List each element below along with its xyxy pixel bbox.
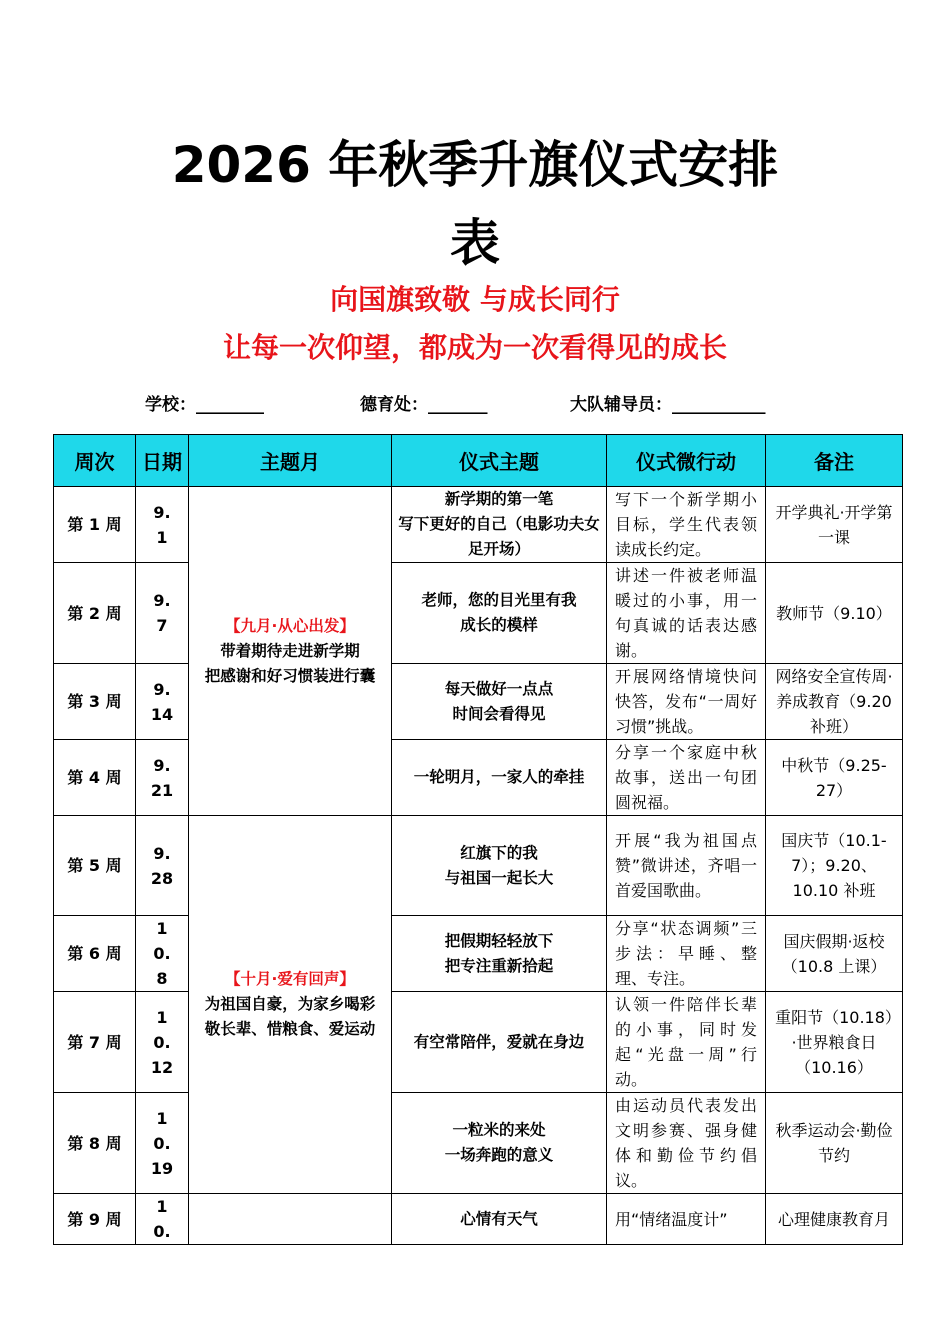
date-cell: 10.12 [136, 992, 189, 1093]
week-cell: 第 4 周 [54, 740, 136, 816]
header-ceremony-theme: 仪式主题 [392, 435, 607, 487]
month-line: 带着期待走进新学期 [220, 641, 360, 660]
action-cell: 分享一个家庭中秋故事，送出一句团圆祝福。 [607, 740, 766, 816]
header-notes: 备注 [766, 435, 903, 487]
week-cell: 第 8 周 [54, 1093, 136, 1194]
schedule-table [53, 434, 903, 1245]
note-cell: 开学典礼·开学第一课 [766, 487, 903, 563]
table-row [54, 1093, 903, 1194]
action-cell: 用“情绪温度计” [607, 1194, 766, 1245]
month-line: 为祖国自豪，为家乡喝彩 [204, 995, 376, 1013]
week-cell: 第 1 周 [54, 487, 136, 563]
subtitle-slogan: 向国旗致敬 与成长同行 [330, 283, 620, 316]
month-title: 【十月·爱有回声】 [225, 970, 355, 988]
action-cell: 分享“状态调频”三步法：早睡、整理、专注。 [607, 916, 766, 992]
action-cell: 开展网络情境快问快答，发布“一周好习惯”挑战。 [607, 664, 766, 740]
date-cell: 10. [136, 1194, 189, 1245]
note-cell: 重阳节（10.18）·世界粮食日（10.16） [766, 992, 903, 1093]
week-cell: 第 3 周 [54, 664, 136, 740]
week-cell: 第 6 周 [54, 916, 136, 992]
note-cell: 秋季运动会·勤俭节约 [766, 1093, 903, 1194]
counselor-field: 大队辅导员：___________ [570, 395, 766, 415]
note-cell: 国庆节（10.1-7）；9.20、10.10 补班 [766, 816, 903, 916]
theme-cell: 新学期的第一笔 写下更好的自己（电影功夫女足开场） [392, 487, 607, 563]
header-week: 周次 [54, 435, 136, 487]
month-line: 把感谢和好习惯装进行囊 [204, 666, 376, 685]
moral-office-field: 德育处：_______ [360, 395, 488, 415]
date-cell: 9.1 [136, 487, 189, 563]
table-row [54, 740, 903, 816]
table-header-row [54, 435, 903, 487]
note-cell: 中秋节（9.25-27） [766, 740, 903, 816]
week-cell: 第 2 周 [54, 563, 136, 664]
date-cell: 9.14 [136, 664, 189, 740]
table-row [54, 1194, 903, 1245]
action-cell: 由运动员代表发出文明参赛、强身健体和勤俭节约倡议。 [607, 1093, 766, 1194]
action-cell: 认领一件陪伴长辈的小事，同时发起“光盘一周”行动。 [607, 992, 766, 1093]
date-cell: 9.21 [136, 740, 189, 816]
page-title-line1: 2026 年秋季升旗仪式安排 [171, 136, 779, 194]
page-title-line2: 表 [450, 214, 500, 272]
theme-cell: 一轮明月，一家人的牵挂 [392, 740, 607, 816]
month-title: 【九月·从心出发】 [225, 616, 355, 635]
table-row [54, 563, 903, 664]
action-cell: 开展“我为祖国点赞”微讲述，齐唱一首爱国歌曲。 [607, 816, 766, 916]
note-cell: 国庆假期·返校（10.8 上课） [766, 916, 903, 992]
theme-cell: 老师，您的目光里有我 成长的模样 [392, 563, 607, 664]
subtitle-motto: 让每一次仰望，都成为一次看得见的成长 [222, 331, 727, 364]
table-row [54, 816, 903, 916]
theme-cell: 心情有天气 [392, 1194, 607, 1245]
month-cell-september [189, 487, 392, 816]
header-date: 日期 [136, 435, 189, 487]
week-cell: 第 5 周 [54, 816, 136, 916]
header-micro-action: 仪式微行动 [607, 435, 766, 487]
month-cell-empty [189, 1194, 392, 1245]
theme-cell: 有空常陪伴，爱就在身边 [392, 992, 607, 1093]
theme-cell: 把假期轻轻放下 把专注重新拾起 [392, 916, 607, 992]
table-row [54, 664, 903, 740]
date-cell: 9.28 [136, 816, 189, 916]
note-cell: 教师节（9.10） [766, 563, 903, 664]
note-cell: 网络安全宣传周·养成教育（9.20 补班） [766, 664, 903, 740]
table-row [54, 487, 903, 563]
action-cell: 讲述一件被老师温暖过的小事，用一句真诚的话表达感谢。 [607, 563, 766, 664]
month-cell-october [189, 816, 392, 1194]
theme-cell: 一粒米的来处 一场奔跑的意义 [392, 1093, 607, 1194]
date-cell: 9.7 [136, 563, 189, 664]
theme-cell: 红旗下的我 与祖国一起长大 [392, 816, 607, 916]
theme-cell: 每天做好一点点 时间会看得见 [392, 664, 607, 740]
week-cell: 第 7 周 [54, 992, 136, 1093]
table-row [54, 992, 903, 1093]
table-row [54, 916, 903, 992]
date-cell: 10.19 [136, 1093, 189, 1194]
date-cell: 10.8 [136, 916, 189, 992]
action-cell: 写下一个新学期小目标，学生代表领读成长约定。 [607, 487, 766, 563]
month-line: 敬长辈、惜粮食、爱运动 [204, 1020, 376, 1038]
week-cell: 第 9 周 [54, 1194, 136, 1245]
note-cell: 心理健康教育月 [766, 1194, 903, 1245]
header-month-theme: 主题月 [189, 435, 392, 487]
school-field: 学校：________ [145, 395, 264, 415]
